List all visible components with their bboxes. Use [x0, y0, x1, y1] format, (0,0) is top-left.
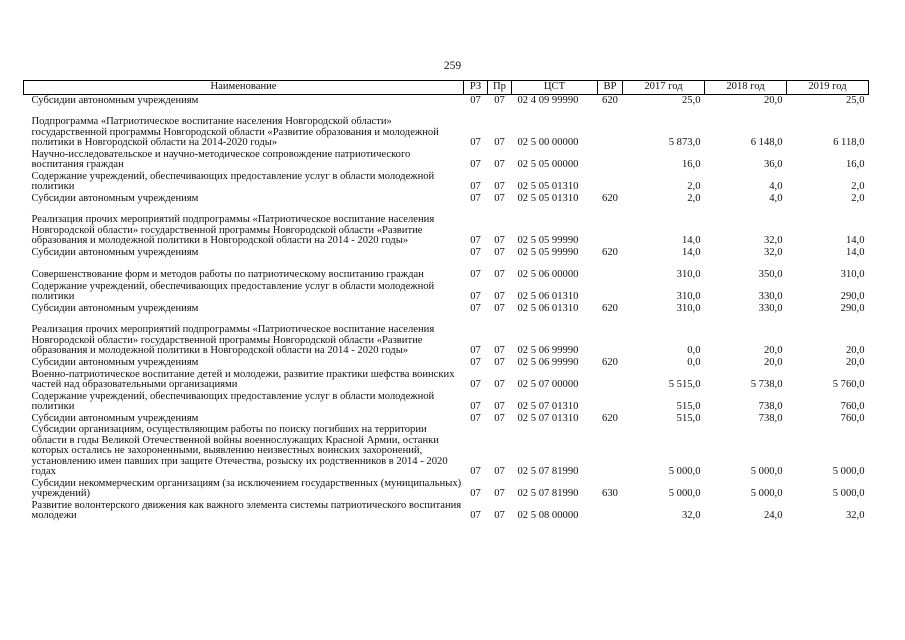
row-rz: 07: [470, 137, 481, 149]
row-2017: 2,0: [687, 181, 701, 193]
row-name: Содержание учреждений, обеспечивающих предоставление услуг в области молодежной политики: [31, 390, 435, 413]
table-row: [24, 205, 869, 247]
row-name: Субсидии некоммерческим организациям (за исключением государственных (муниципальных) учреждений): [31, 477, 462, 500]
row-name: Субсидии автономным учреждениям: [31, 193, 199, 205]
header-2019: 2019 год: [787, 81, 869, 95]
row-name: Содержание учреждений, обеспечивающих предоставление услуг в области молодежной политики: [31, 170, 435, 193]
row-name: Субсидии автономным учреждениям: [31, 413, 199, 425]
table-row: [24, 315, 869, 357]
row-name: Научно-исследовательское и научно-методическое сопровождение патриотического воспитания граждан: [31, 148, 411, 171]
row-vr: 620: [602, 95, 618, 107]
row-vr: [598, 391, 623, 413]
row-2017: 2,0: [687, 193, 701, 205]
table-row: [24, 95, 869, 108]
row-2019: 5 760,0: [832, 379, 865, 391]
header-vr: ВР: [598, 81, 623, 95]
row-pr: 07: [494, 345, 505, 357]
row-cst: 02 5 07 81990: [517, 466, 579, 478]
row-2019: 5 000,0: [832, 488, 865, 500]
table-row: [24, 247, 869, 259]
row-2017: 14,0: [681, 235, 701, 247]
table-row: [24, 149, 869, 171]
row-pr: 07: [494, 181, 505, 193]
row-name: Содержание учреждений, обеспечивающих предоставление услуг в области молодежной политики: [31, 280, 435, 303]
row-2018: 5 000,0: [750, 466, 783, 478]
row-rz: 07: [470, 466, 481, 478]
row-cst: 02 5 05 99990: [517, 235, 579, 247]
row-name: Подпрограмма «Патриотическое воспитание населения Новгородской области» государственной программы Новгородской области «Развитие образования и молодежной политики в Новгородской области на 2014-2020 годы»: [31, 116, 439, 149]
row-vr: [598, 281, 623, 303]
row-rz: 07: [470, 193, 481, 205]
table-row: [24, 478, 869, 500]
row-2017: 5 000,0: [668, 488, 701, 500]
row-vr: [598, 149, 623, 171]
row-rz: 07: [470, 413, 481, 425]
row-pr: 07: [494, 235, 505, 247]
row-2019: 5 000,0: [832, 466, 865, 478]
row-vr: [598, 315, 623, 357]
table-row: [24, 391, 869, 413]
row-rz: 07: [470, 488, 481, 500]
row-rz: 07: [470, 303, 481, 315]
row-2019: 14,0: [845, 247, 865, 259]
row-2017: 515,0: [676, 401, 701, 413]
table-row: [24, 171, 869, 193]
row-2018: 5 000,0: [750, 488, 783, 500]
row-2019: 32,0: [845, 510, 865, 522]
row-vr: [598, 369, 623, 391]
row-2019: 20,0: [845, 357, 865, 369]
row-vr: [598, 205, 623, 247]
table-row: [24, 193, 869, 205]
row-2017: 515,0: [676, 413, 701, 425]
table-row: [24, 107, 869, 149]
row-pr: 07: [494, 379, 505, 391]
row-2017: 5 873,0: [668, 137, 701, 149]
row-2017: 5 000,0: [668, 466, 701, 478]
row-2018: 738,0: [758, 401, 783, 413]
row-cst: 02 5 08 00000: [517, 510, 579, 522]
row-pr: 07: [494, 247, 505, 259]
row-vr: 620: [602, 303, 618, 315]
table-row: [24, 500, 869, 522]
row-rz: 07: [470, 235, 481, 247]
row-vr: 620: [602, 413, 618, 425]
row-2019: 20,0: [845, 345, 865, 357]
row-2019: 2,0: [851, 181, 865, 193]
row-vr: 620: [602, 193, 618, 205]
row-2018: 20,0: [763, 345, 783, 357]
row-2019: 310,0: [840, 269, 865, 281]
row-rz: 07: [470, 291, 481, 303]
row-name: Субсидии автономным учреждениям: [31, 303, 199, 315]
row-2018: 330,0: [758, 303, 783, 315]
row-cst: 02 5 06 99990: [517, 357, 579, 369]
row-vr: [598, 107, 623, 149]
row-2017: 310,0: [676, 269, 701, 281]
row-2019: 16,0: [845, 159, 865, 171]
row-2017: 5 515,0: [668, 379, 701, 391]
row-cst: 02 5 06 99990: [517, 345, 579, 357]
header-pr: Пр: [488, 81, 512, 95]
row-2018: 4,0: [769, 181, 783, 193]
row-pr: 07: [494, 291, 505, 303]
header-cst: ЦСТ: [512, 81, 598, 95]
page-number: 259: [443, 60, 462, 72]
row-rz: 07: [470, 247, 481, 259]
table-row: [24, 259, 869, 281]
row-pr: 07: [494, 357, 505, 369]
row-2019: 760,0: [840, 413, 865, 425]
row-2018: 36,0: [763, 159, 783, 171]
row-2018: 20,0: [763, 357, 783, 369]
row-name: Субсидии автономным учреждениям: [31, 95, 199, 107]
row-cst: 02 5 07 01310: [517, 401, 579, 413]
table-row: [24, 425, 869, 478]
table-row: [24, 281, 869, 303]
row-name: Военно-патриотическое воспитание детей и молодежи, развитие практики шефства воинских частей над образовательными организациями: [31, 368, 455, 391]
row-cst: 02 5 05 01310: [517, 193, 579, 205]
row-vr: [598, 500, 623, 522]
header-2017: 2017 год: [623, 81, 705, 95]
row-rz: 07: [470, 159, 481, 171]
row-pr: 07: [494, 159, 505, 171]
row-rz: 07: [470, 345, 481, 357]
row-cst: 02 5 00 00000: [517, 137, 579, 149]
row-name: Совершенствование форм и методов работы по патриотическому воспитанию граждан: [31, 269, 424, 281]
row-name: Реализация прочих мероприятий подпрограммы «Патриотическое воспитание населения Новгородской области» государственной программы Новгородской области «Развитие образования и молодежной политики в Новгородской области на 2014 - 2020 годы»: [31, 214, 435, 247]
row-2017: 310,0: [676, 291, 701, 303]
row-2018: 6 148,0: [750, 137, 783, 149]
row-2018: 20,0: [763, 95, 783, 107]
row-cst: 02 5 06 00000: [517, 269, 579, 281]
row-pr: 07: [494, 488, 505, 500]
row-2018: 24,0: [763, 510, 783, 522]
row-2018: 738,0: [758, 413, 783, 425]
row-cst: 02 5 07 81990: [517, 488, 579, 500]
row-name: Субсидии автономным учреждениям: [31, 247, 199, 259]
row-name: Развитие волонтерского движения как важного элемента системы патриотического воспитания молодежи: [31, 499, 462, 522]
budget-table: [23, 80, 869, 522]
row-2017: 25,0: [681, 95, 701, 107]
row-cst: 02 4 09 99990: [517, 95, 579, 107]
row-2019: 290,0: [840, 303, 865, 315]
row-pr: 07: [494, 413, 505, 425]
row-2017: 14,0: [681, 247, 701, 259]
row-pr: 07: [494, 137, 505, 149]
row-rz: 07: [470, 401, 481, 413]
header-rz: РЗ: [464, 81, 488, 95]
row-rz: 07: [470, 379, 481, 391]
row-cst: 02 5 05 99990: [517, 247, 579, 259]
row-cst: 02 5 05 01310: [517, 181, 579, 193]
row-vr: [598, 171, 623, 193]
table-row: [24, 369, 869, 391]
row-cst: 02 5 06 01310: [517, 303, 579, 315]
row-pr: 07: [494, 193, 505, 205]
row-2019: 14,0: [845, 235, 865, 247]
header-2018: 2018 год: [705, 81, 787, 95]
row-pr: 07: [494, 510, 505, 522]
row-pr: 07: [494, 95, 505, 107]
row-vr: 620: [602, 357, 618, 369]
row-pr: 07: [494, 303, 505, 315]
row-vr: 620: [602, 247, 618, 259]
row-2019: 760,0: [840, 401, 865, 413]
row-pr: 07: [494, 401, 505, 413]
row-2018: 4,0: [769, 193, 783, 205]
row-2019: 2,0: [851, 193, 865, 205]
row-rz: 07: [470, 181, 481, 193]
row-rz: 07: [470, 510, 481, 522]
row-2019: 290,0: [840, 291, 865, 303]
table-row: [24, 303, 869, 315]
row-2017: 16,0: [681, 159, 701, 171]
row-2018: 5 738,0: [750, 379, 783, 391]
row-cst: 02 5 06 01310: [517, 291, 579, 303]
table-header-row: [24, 81, 869, 95]
row-cst: 02 5 07 00000: [517, 379, 579, 391]
row-2018: 330,0: [758, 291, 783, 303]
header-name: Наименование: [24, 81, 464, 95]
row-cst: 02 5 05 00000: [517, 159, 579, 171]
row-vr: [598, 425, 623, 478]
row-name: Субсидии организациям, осуществляющим работы по поиску погибших на территории области в годы Великой Отечественной войны военнослужащих Красной Армии, останки которых остались не захороненными, выявлению неизвестных воинских захоронений, установлению имен павших при защите Отечества, розыску их родственников в 2014 - 2020 годах: [31, 424, 448, 478]
row-rz: 07: [470, 357, 481, 369]
row-2017: 310,0: [676, 303, 701, 315]
row-2018: 32,0: [763, 247, 783, 259]
row-pr: 07: [494, 466, 505, 478]
row-name: Субсидии автономным учреждениям: [31, 357, 199, 369]
row-rz: 07: [470, 269, 481, 281]
row-2017: 0,0: [687, 357, 701, 369]
row-vr: 630: [602, 488, 618, 500]
row-2017: 32,0: [681, 510, 701, 522]
row-name: Реализация прочих мероприятий подпрограммы «Патриотическое воспитание населения Новгородской области» государственной программы Новгородской области «Развитие образования и молодежной политики в Новгородской области на 2014 - 2020 годы»: [31, 324, 435, 357]
row-2017: 0,0: [687, 345, 701, 357]
row-pr: 07: [494, 269, 505, 281]
row-2019: 6 118,0: [833, 137, 865, 149]
row-vr: [598, 259, 623, 281]
row-2018: 32,0: [763, 235, 783, 247]
row-rz: 07: [470, 95, 481, 107]
row-2019: 25,0: [845, 95, 865, 107]
row-cst: 02 5 07 01310: [517, 413, 579, 425]
table-row: [24, 357, 869, 369]
row-2018: 350,0: [758, 269, 783, 281]
